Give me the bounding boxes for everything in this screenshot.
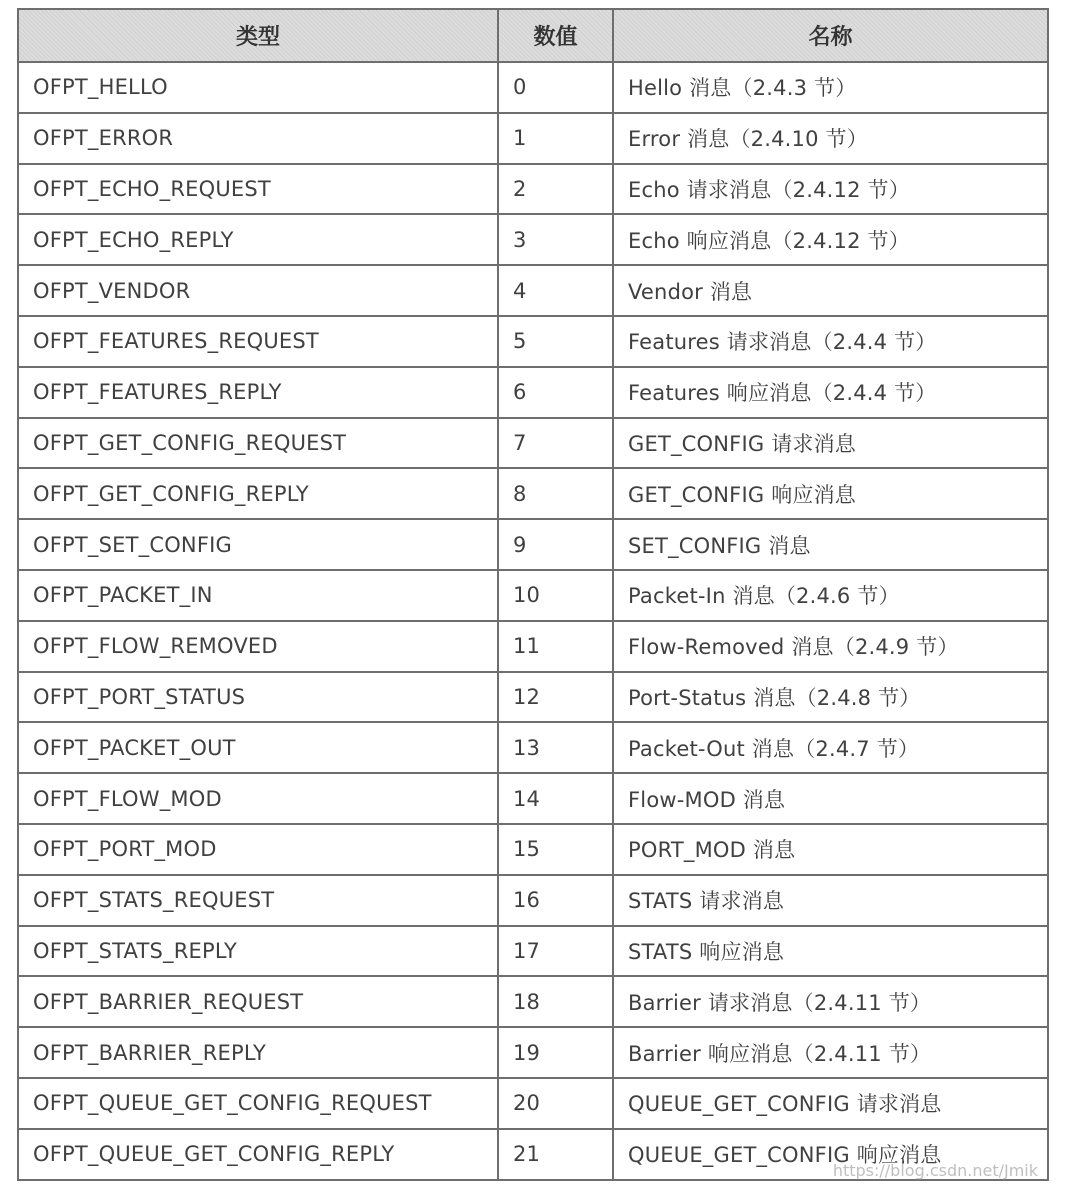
cell-type: OFPT_BARRIER_REQUEST: [18, 976, 498, 1027]
header-row: [18, 9, 1048, 62]
cell-name: Features 响应消息（2.4.4 节）: [613, 367, 1048, 418]
cell-value: 0: [498, 62, 613, 113]
cell-name: STATS 请求消息: [613, 875, 1048, 926]
table-body: [18, 62, 1048, 1180]
cell-value: 6: [498, 367, 613, 418]
cell-type: OFPT_ECHO_REQUEST: [18, 164, 498, 215]
cell-type: OFPT_GET_CONFIG_REPLY: [18, 468, 498, 519]
message-type-table-container: [17, 8, 1047, 1181]
cell-type: OFPT_GET_CONFIG_REQUEST: [18, 418, 498, 469]
cell-type: OFPT_FLOW_MOD: [18, 773, 498, 824]
cell-type: OFPT_ERROR: [18, 113, 498, 164]
cell-value: 11: [498, 621, 613, 672]
cell-name: Echo 请求消息（2.4.12 节）: [613, 164, 1048, 215]
cell-value: 20: [498, 1078, 613, 1129]
cell-name: QUEUE_GET_CONFIG 响应消息: [613, 1129, 1048, 1180]
cell-name: Vendor 消息: [613, 265, 1048, 316]
cell-name: Echo 响应消息（2.4.12 节）: [613, 214, 1048, 265]
cell-name: Barrier 响应消息（2.4.11 节）: [613, 1027, 1048, 1078]
table-row: [18, 875, 1048, 926]
watermark: https://blog.csdn.net/Jmik: [832, 1161, 1038, 1180]
cell-name: Packet-In 消息（2.4.6 节）: [613, 570, 1048, 621]
table-row: [18, 722, 1048, 773]
cell-value: 1: [498, 113, 613, 164]
cell-type: OFPT_STATS_REQUEST: [18, 875, 498, 926]
cell-type: OFPT_FLOW_REMOVED: [18, 621, 498, 672]
cell-name: Barrier 请求消息（2.4.11 节）: [613, 976, 1048, 1027]
table-header: [18, 9, 1048, 62]
cell-name: Port-Status 消息（2.4.8 节）: [613, 672, 1048, 723]
table-row: [18, 672, 1048, 723]
cell-name: Error 消息（2.4.10 节）: [613, 113, 1048, 164]
cell-name: STATS 响应消息: [613, 926, 1048, 977]
cell-type: OFPT_ECHO_REPLY: [18, 214, 498, 265]
cell-name: GET_CONFIG 响应消息: [613, 468, 1048, 519]
table-row: [18, 418, 1048, 469]
cell-type: OFPT_PORT_STATUS: [18, 672, 498, 723]
table-row: [18, 113, 1048, 164]
cell-value: 2: [498, 164, 613, 215]
table-row: [18, 621, 1048, 672]
table-row: [18, 824, 1048, 875]
cell-value: 9: [498, 519, 613, 570]
cell-value: 21: [498, 1129, 613, 1180]
table-row: [18, 265, 1048, 316]
cell-type: OFPT_HELLO: [18, 62, 498, 113]
message-type-table: [17, 8, 1049, 1181]
table-row: [18, 570, 1048, 621]
cell-value: 18: [498, 976, 613, 1027]
table-row: [18, 1027, 1048, 1078]
cell-value: 10: [498, 570, 613, 621]
cell-type: OFPT_PORT_MOD: [18, 824, 498, 875]
table-row: [18, 773, 1048, 824]
cell-value: 7: [498, 418, 613, 469]
cell-type: OFPT_QUEUE_GET_CONFIG_REQUEST: [18, 1078, 498, 1129]
cell-name: Flow-MOD 消息: [613, 773, 1048, 824]
cell-value: 4: [498, 265, 613, 316]
header-name: 名称: [613, 9, 1048, 62]
cell-value: 19: [498, 1027, 613, 1078]
cell-type: OFPT_SET_CONFIG: [18, 519, 498, 570]
cell-value: 14: [498, 773, 613, 824]
cell-value: 15: [498, 824, 613, 875]
table-row: [18, 976, 1048, 1027]
table-row: [18, 214, 1048, 265]
cell-value: 13: [498, 722, 613, 773]
cell-type: OFPT_BARRIER_REPLY: [18, 1027, 498, 1078]
table-row: [18, 164, 1048, 215]
cell-name: PORT_MOD 消息: [613, 824, 1048, 875]
table-row: [18, 316, 1048, 367]
cell-value: 8: [498, 468, 613, 519]
table-row: [18, 62, 1048, 113]
cell-name: Packet-Out 消息（2.4.7 节）: [613, 722, 1048, 773]
cell-value: 16: [498, 875, 613, 926]
cell-value: 17: [498, 926, 613, 977]
header-type: 类型: [18, 9, 498, 62]
table-row: [18, 519, 1048, 570]
header-value: 数值: [498, 9, 613, 62]
cell-name: GET_CONFIG 请求消息: [613, 418, 1048, 469]
cell-name: Features 请求消息（2.4.4 节）: [613, 316, 1048, 367]
table-row: [18, 367, 1048, 418]
cell-name: SET_CONFIG 消息: [613, 519, 1048, 570]
cell-type: OFPT_STATS_REPLY: [18, 926, 498, 977]
cell-type: OFPT_FEATURES_REQUEST: [18, 316, 498, 367]
cell-type: OFPT_QUEUE_GET_CONFIG_REPLY: [18, 1129, 498, 1180]
table-row: [18, 1078, 1048, 1129]
table-row: [18, 926, 1048, 977]
cell-value: 5: [498, 316, 613, 367]
cell-type: OFPT_FEATURES_REPLY: [18, 367, 498, 418]
cell-name: Flow-Removed 消息（2.4.9 节）: [613, 621, 1048, 672]
table-row: [18, 468, 1048, 519]
cell-name: QUEUE_GET_CONFIG 请求消息: [613, 1078, 1048, 1129]
cell-name: Hello 消息（2.4.3 节）: [613, 62, 1048, 113]
cell-type: OFPT_PACKET_OUT: [18, 722, 498, 773]
cell-value: 12: [498, 672, 613, 723]
cell-value: 3: [498, 214, 613, 265]
cell-type: OFPT_VENDOR: [18, 265, 498, 316]
cell-type: OFPT_PACKET_IN: [18, 570, 498, 621]
